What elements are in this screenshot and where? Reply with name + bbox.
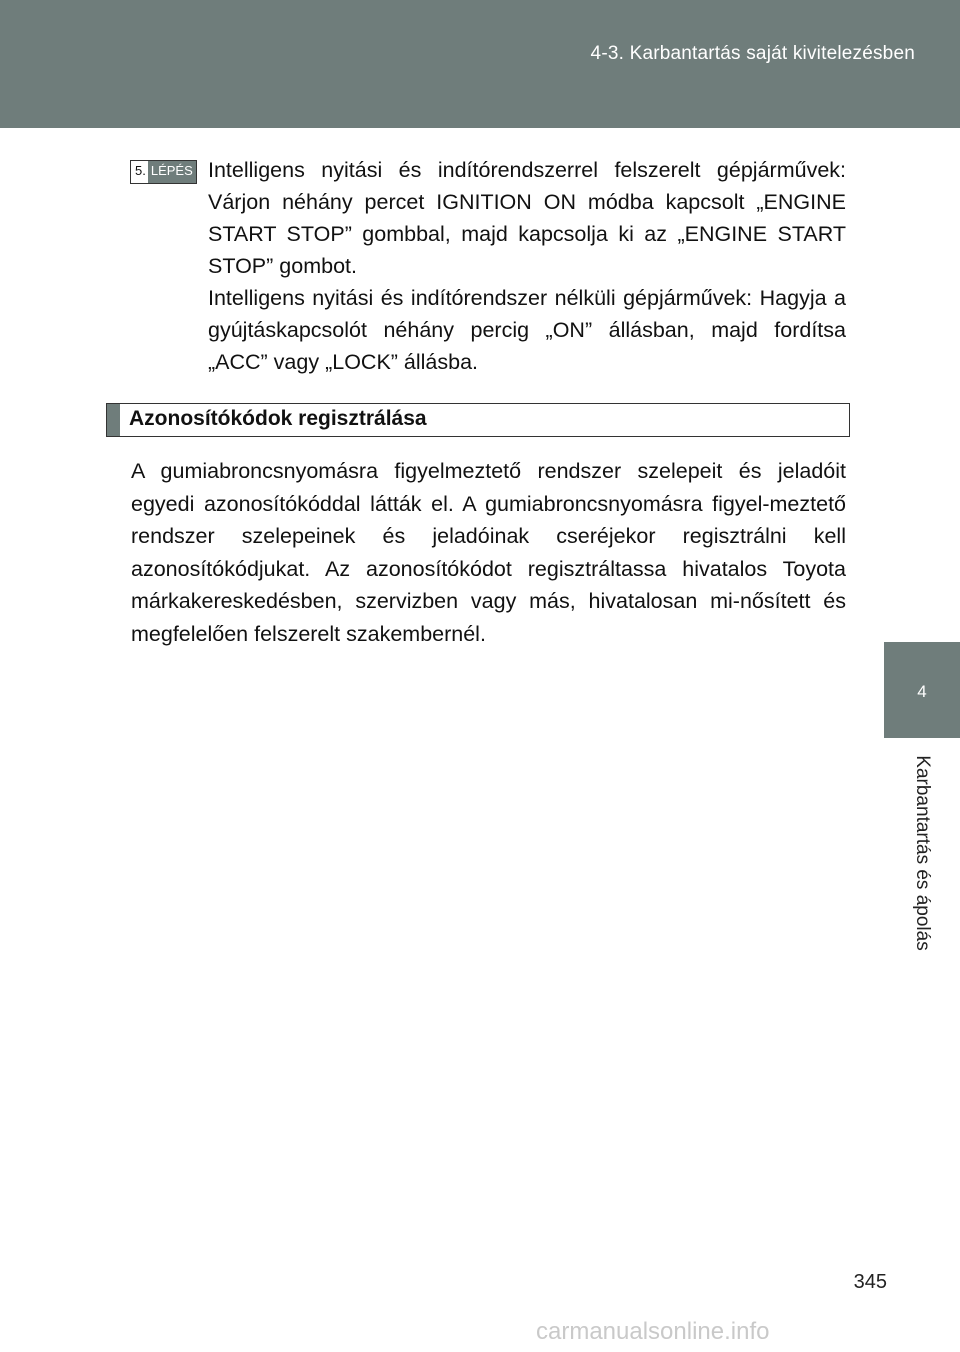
step-badge-number: 5.: [131, 161, 148, 183]
section-heading-accent: [107, 404, 120, 436]
section-body-paragraph: A gumiabroncsnyomásra figyelmeztető rendszer szelepeit és jeladóit egyedi azonosítókóddal látták el. A gumiabroncsnyomásra figyel-meztető rendszer szelepeinek és jeladóinak cseréjekor regisztrálni kell azonosítókódjukat. Az azonosítókódot regisztráltassa hivatalos Toyota márkakereskedésben, szervizben vagy más, hivatalosan mi-nősített és megfelelően felszerelt szakembernél.: [131, 459, 846, 646]
step-badge-word: LÉPÉS: [148, 161, 196, 183]
step-paragraph-smart-key: Intelligens nyitási és indítórendszerrel felszerelt gépjárművek: Várjon néhány percet IGNITION ON módba kapcsolt „ENGINE START STOP” gombbal, majd kapcsolja ki az „ENGINE START STOP” gombot.: [208, 158, 846, 278]
watermark: carmanualsonline.info: [536, 1318, 770, 1345]
step-paragraph-no-smart-key: Intelligens nyitási és indítórendszer nélküli gépjárművek: Hagyja a gyújtáskapcsolót néhány percig „ON” állásban, majd fordítsa „ACC” vagy „LOCK” állásba.: [208, 286, 846, 374]
chapter-tab: [884, 642, 960, 738]
header-band: [0, 0, 960, 128]
step-badge: [130, 160, 197, 184]
page-number: 345: [853, 1271, 887, 1293]
chapter-label-container: [884, 748, 960, 958]
section-header-title: 4-3. Karbantartás saját kivitelezésben: [590, 43, 915, 64]
section-heading-title: Azonosítókódok regisztrálása: [129, 407, 427, 430]
section-heading-bar: [106, 403, 850, 437]
chapter-label: Karbantartás és ápolás: [912, 755, 933, 951]
chapter-number: 4: [917, 682, 927, 701]
